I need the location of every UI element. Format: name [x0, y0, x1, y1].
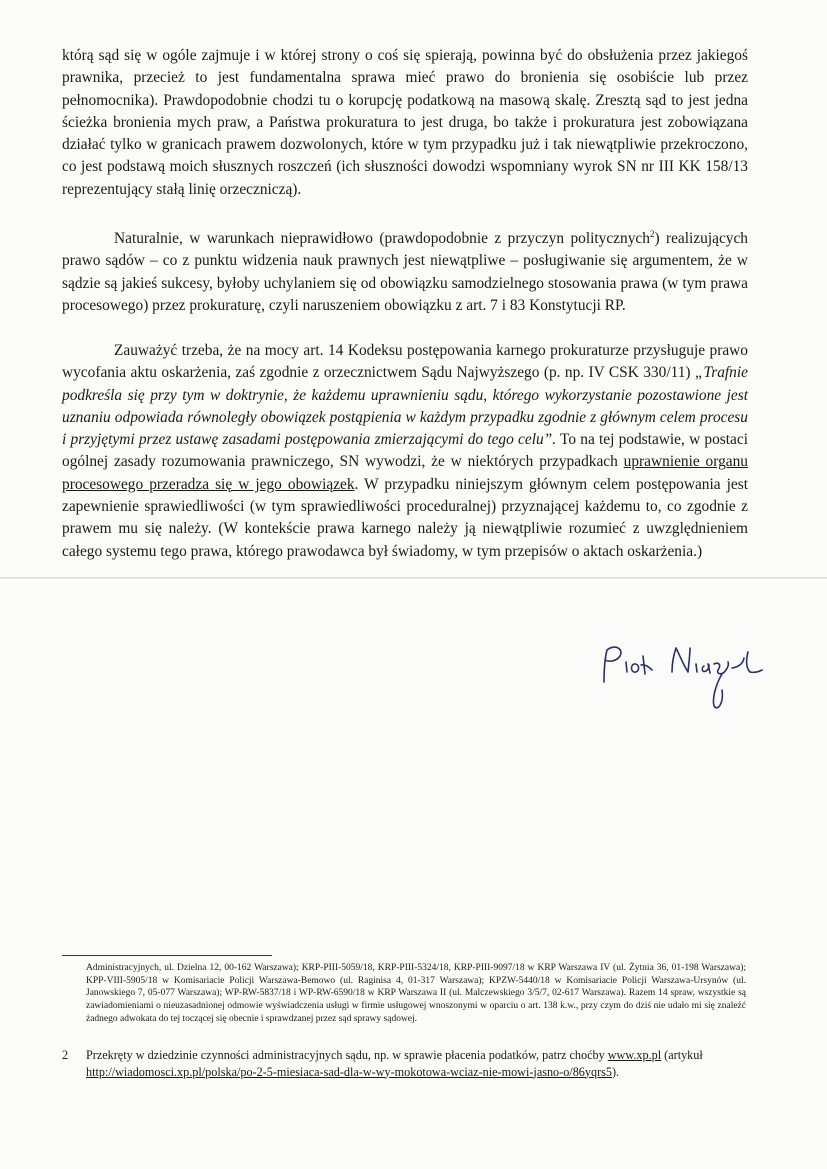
- paper-fold-line: [0, 577, 827, 579]
- paragraph-3: [62, 340, 748, 563]
- paragraph-3-text-a: Zauważyć trzeba, że na mocy art. 14 Kodeksu postępowania karnego prokuraturze przysługuje prawo wycofania aktu oskarżenia, zaś zgodnie z orzecznictwem Sądu Najwyższego (p. np. IV CSK 330/11): [62, 342, 748, 382]
- footnote-1-continuation: [86, 962, 746, 1026]
- footnote-ref-2[interactable]: 2: [649, 228, 655, 239]
- footnote-separator: [62, 955, 272, 956]
- footnote-1-text: Administracyjnych, ul. Dzielna 12, 00-162 Warszawa); KRP-PIII-5059/18, KRP-PIII-5324/18, KRP-PIII-9097/18 w KRP Warszawa IV (ul. Żytnia 36, 01-198 Warszawa); KPP-VIII-5905/18 w Komisariacie Policji Warszawa-Bemowo (ul. Raginisa 4, 01-317 Warszawa); KPZW-5440/18 w Komisariacie Policji Warszawa-Ursynów (ul. Janowskiego 7, 05-077 Warszawa); WP-RW-5837/18 i WP-RW-6590/18 w KRP Warszawa II (ul. Malczewskiego 3/5/7, 02-617 Warszawa). Razem 14 spraw, wszystkie są zawiadomieniami o nieuzasadnionej odmowie wyświadczenia usługi w firmie usługowej wnoszonymi w oparciu o art. 138 k.w., przy czym do dziś nie udało mi się znaleźć żadnego adwokata do tej toczącej się obecnie i sprawdzanej przez sąd sprawy sądowej.: [86, 963, 746, 1024]
- paragraph-3-text-c: . W przypadku niniejszym głównym celem postępowania jest zapewnienie sprawiedliwości (w tym sprawiedliwości proceduralnej) przyznającej każdemu to, co zgodnie z prawem mu się należy. (W kontekście prawa karnego należy ją niewątpliwie rozumieć z uwzględnieniem całego systemu tego prawa, którego prawodawca był świadomy, w tym przepisów o aktach oskarżenia.): [62, 475, 748, 560]
- paragraph-3-quote: „Trafnie podkreśla się przy tym w doktrynie, że każdemu uprawnieniu sądu, którego wykorzystanie pozostawione jest uznaniu odpowiada równoległy obowiązek postąpienia w każdym przypadku zgodnie z głównym celem procesu i przyjętymi przez ustawę zasadami postępowania zmierzającymi do tego celu”.: [62, 364, 748, 449]
- paragraph-2-text-a: Naturalnie, w warunkach nieprawidłowo (prawdopodobnie z przyczyn politycznych: [114, 230, 650, 247]
- footnote-2-link-xp[interactable]: www.xp.pl: [607, 1048, 662, 1062]
- footnote-2-number: 2: [62, 1048, 69, 1062]
- handwritten-signature: [598, 640, 768, 715]
- footnote-2-link-article[interactable]: http://wiadomosci.xp.pl/polska/po-2-5-miesiaca-sad-dla-w-wy-mokotowa-wciaz-nie-mowi-jasno-o/86yqrs5: [86, 1064, 612, 1079]
- footnote-2-text-c: ).: [611, 1064, 620, 1079]
- paragraph-1: [62, 45, 748, 201]
- footnote-2-text-a: Przekręty w dziedzinie czynności administracyjnych sądu, np. w sprawie płacenia podatków, patrz choćby: [86, 1048, 608, 1062]
- paragraph-2-text-b: ) realizujących prawo sądów – co z punktu widzenia nauk prawnych jest niewątpliwe – posługiwanie się argumentem, że w sądzie są jakieś sukcesy, byłoby uchylaniem się od obowiązku samodzielnego stosowania prawa (w tym prawa procesowego) przez prokuraturę, czyli naruszeniem obowiązku z art. 7 i 83 Konstytucji RP.: [62, 230, 749, 314]
- paragraph-3-underlined: uprawnienie organu procesowego przeradza się w jego obowiązek: [62, 453, 749, 493]
- paragraph-2: [62, 228, 748, 317]
- paragraph-1-text: którą sąd się w ogóle zajmuje i w której strony o coś się spierają, powinna być do obsłużenia przez jakiegoś prawnika, przecież to jest fundamentalna sprawa mieć prawo do bronienia się osobiście lub przez pełnomocnika). Prawdopodobnie chodzi tu o korupcję podatkową na masową skalę. Zresztą sąd to jest jedna ścieżka bronienia mych praw, a Państwa prokuratura to jest druga, bo także i prokuratura jest zobowiązana działać tylko w granicach prawem dozwolonych, które w tym przypadku już i tak niewątpliwie przekroczono, co jest podstawą moich słusznych roszczeń (ich słuszności dowodzi wspomniany wyrok SN nr III KK 158/13 reprezentujący stałą linię orzeczniczą).: [62, 47, 748, 198]
- footnote-2-text-b: (artykuł: [661, 1048, 703, 1062]
- paragraph-3-text-b: To na tej podstawie, w postaci ogólnej zasady rozumowania prawniczego, SN wywodzi, że w niektórych przypadkach: [62, 431, 748, 471]
